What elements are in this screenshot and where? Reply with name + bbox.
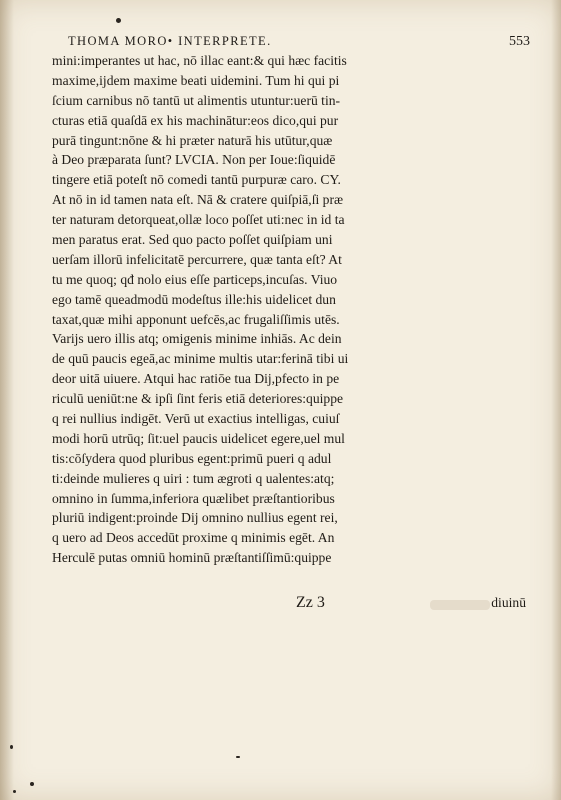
text-line: tis:cōſydera quod pluribus egent:primū pueri q adul bbox=[52, 450, 332, 466]
catchword: diuinū bbox=[491, 595, 526, 610]
signature-mark: Zz 3 bbox=[296, 594, 325, 611]
text-line: q rei nullius indigēt. Verū ut exactius intelligas, cuiuſ bbox=[52, 411, 340, 427]
text-line: taxat,quæ mihi apponunt uefcēs,ac frugaliſſimis utēs. bbox=[52, 311, 340, 327]
text-line: At nō in id tamen nata eſt. Nā & cratere quiſpiā,ſi præ bbox=[52, 192, 344, 208]
text-line: Herculē putas omniū hominū præſtantiſſimū:quippe bbox=[52, 550, 332, 566]
ink-speck bbox=[236, 756, 240, 758]
text-line: ti:deinde mulieres q uiri : tum ægroti q ualentes:atq; bbox=[52, 470, 335, 486]
text-line: modi horū utrūq; ſit:uel paucis uidelicet egere,uel mul bbox=[52, 430, 345, 446]
page-number: 553 bbox=[509, 34, 530, 49]
text-line: de quū paucis egeā,ac minime multis utar:ferinā tibi ui bbox=[52, 351, 349, 367]
text-line: men paratus erat. Sed quo pacto poſſet quiſpiam uni bbox=[52, 232, 333, 248]
ink-speck bbox=[13, 790, 16, 793]
ink-speck bbox=[30, 782, 34, 786]
show-through-smudge bbox=[430, 600, 490, 610]
text-line: tingere etiā poteſt nō comedi tantū purpuræ caro. CY. bbox=[52, 172, 341, 188]
text-line: omnino in ſumma,inferiora quælibet præſtantioribus bbox=[52, 490, 335, 506]
text-line: purā tingunt:nōne & hi præter naturā his utūtur,quæ bbox=[52, 132, 333, 148]
text-line: deor uitā uiuere. Atqui hac ratiōe tua Dĳ,pfecto in pe bbox=[52, 371, 340, 387]
text-line: ego tamē queadmodū modeſtus ille:his uidelicet dun bbox=[52, 291, 336, 307]
text-line: cturas etiā quaſdā ex his machinātur:eos dico,qui pur bbox=[52, 112, 339, 128]
ink-speck bbox=[10, 745, 13, 749]
text-line: q uero ad Deos accedūt proxime q minimis egēt. An bbox=[52, 530, 335, 546]
text-line: tu me quoq; qđ nolo eius eſſe particeps,incuſas. Viuo bbox=[52, 271, 338, 287]
text-line: à Deo præparata ſunt? LVCIA. Non per Ioue:ſiquidē bbox=[52, 152, 336, 168]
text-line: uerſam illorū infelicitatē percurrere, quæ tanta eſt? At bbox=[52, 251, 342, 267]
text-line: pluriū indigent:proinde Dĳ omnino nullius egent rei, bbox=[52, 510, 338, 526]
text-line: maxime,ĳdem maxime beati uidemini. Tum hi qui pi bbox=[52, 72, 340, 88]
body-text bbox=[52, 51, 536, 568]
running-title: THOMA MORO• INTERPRETE. bbox=[68, 34, 272, 48]
text-line: ter naturam detorqueat,ollæ loco poſſet uti:nec in id ta bbox=[52, 212, 345, 228]
text-line: Varĳs uero illis atq; omigenis minime inhiās. Ac dein bbox=[52, 331, 342, 347]
ink-dot-top bbox=[116, 18, 121, 23]
text-line: ſcium carnibus nō tantū ut alimentis utuntur:uerū tin- bbox=[52, 92, 341, 108]
text-line: riculū ueniūt:ne & ipſi ſint feris etiā deteriores:quippe bbox=[52, 391, 344, 407]
text-line: mini:imperantes ut hac, nō illac eant:& qui hæc facitis bbox=[52, 53, 347, 68]
page-header bbox=[68, 34, 530, 52]
